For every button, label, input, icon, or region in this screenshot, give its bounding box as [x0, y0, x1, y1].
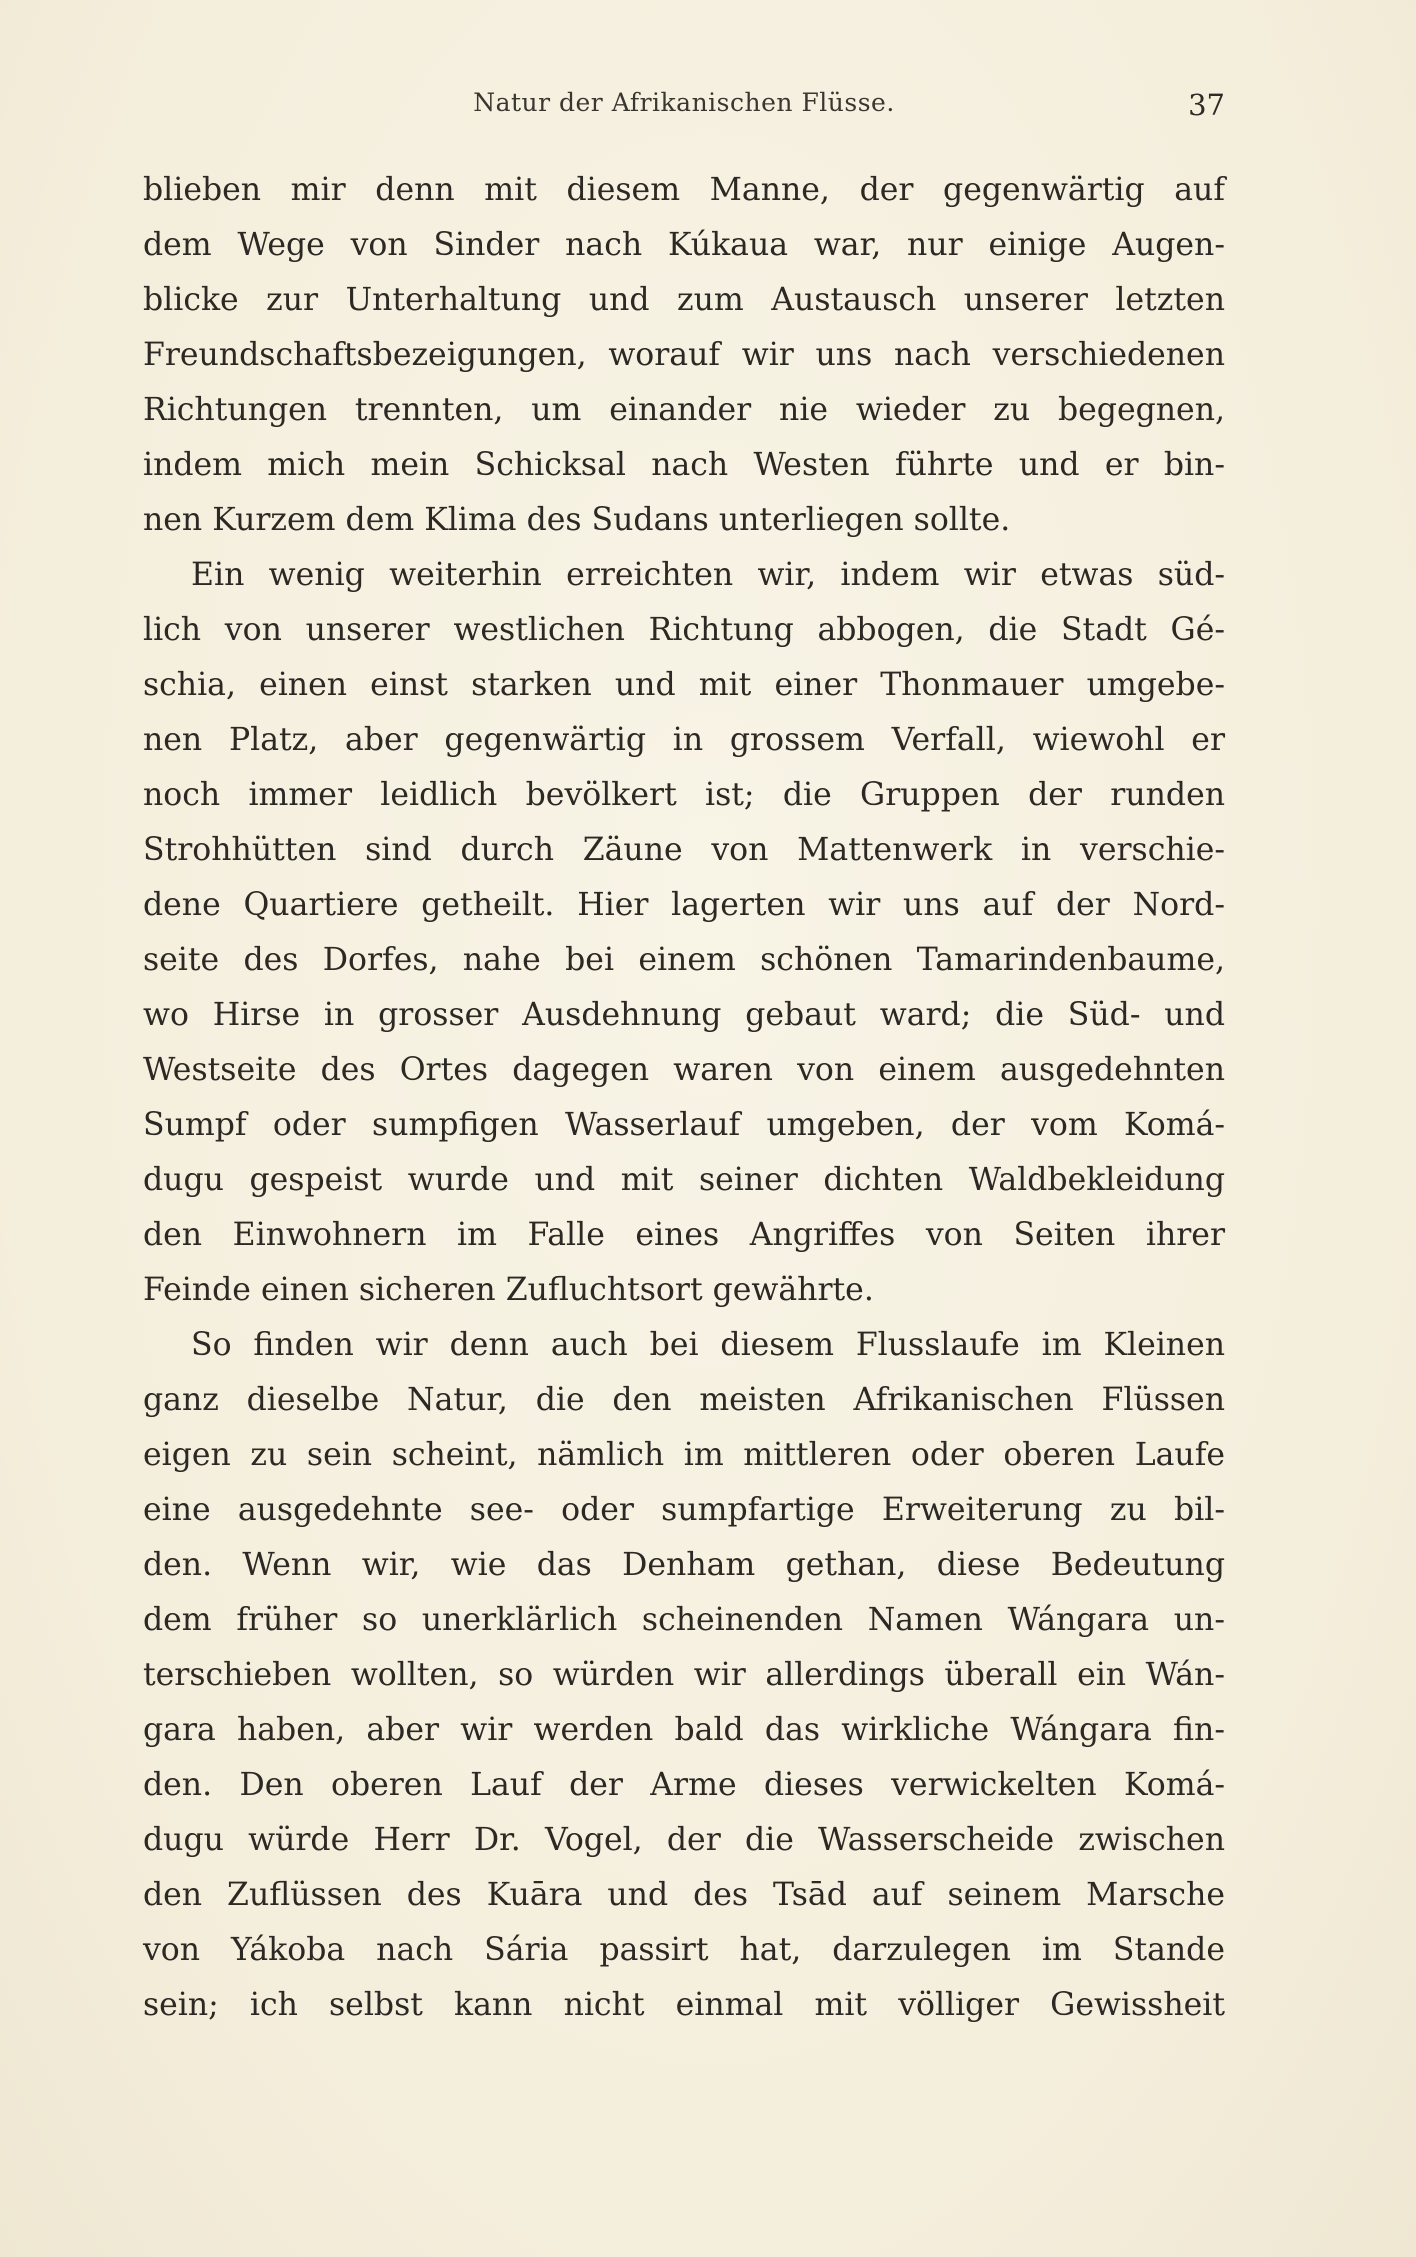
text-line: Richtungen trennten, um einander nie wieder zu begegnen, — [143, 392, 1225, 428]
text-line: nen Platz, aber gegenwärtig in grossem Verfall, wiewohl er — [143, 722, 1225, 758]
text-line: den Einwohnern im Falle eines Angriffes von Seiten ihrer — [143, 1217, 1225, 1253]
running-title: Natur der Afrikanischen Flüsse. — [473, 88, 895, 117]
body-text — [143, 163, 1225, 2033]
text-line: Freundschaftsbezeigungen, worauf wir uns nach verschiedenen — [143, 337, 1225, 373]
text-line: den. Den oberen Lauf der Arme dieses verwickelten Komá- — [143, 1767, 1225, 1803]
text-line: nen Kurzem dem Klima des Sudans unterliegen sollte. — [143, 502, 1011, 538]
text-line: terschieben wollten, so würden wir allerdings überall ein Wán- — [143, 1657, 1225, 1693]
text-line: dem früher so unerklärlich scheinenden Namen Wángara un- — [143, 1602, 1225, 1638]
text-line: schia, einen einst starken und mit einer Thonmauer umgebe- — [143, 667, 1225, 703]
text-line: eigen zu sein scheint, nämlich im mittleren oder oberen Laufe — [143, 1437, 1225, 1473]
text-line: noch immer leidlich bevölkert ist; die Gruppen der runden — [143, 777, 1225, 813]
text-line: dem Wege von Sinder nach Kúkaua war, nur einige Augen- — [143, 227, 1225, 263]
text-line: dugu würde Herr Dr. Vogel, der die Wasserscheide zwischen — [143, 1822, 1225, 1858]
text-line: den Zuflüssen des Kuāra und des Tsād auf seinem Marsche — [143, 1877, 1225, 1913]
text-line: Ein wenig weiterhin erreichten wir, indem wir etwas süd- — [191, 557, 1225, 593]
text-line: dene Quartiere getheilt. Hier lagerten wir uns auf der Nord- — [143, 887, 1225, 923]
text-line: eine ausgedehnte see- oder sumpfartige Erweiterung zu bil- — [143, 1492, 1225, 1528]
running-head — [143, 88, 1225, 128]
text-line: Westseite des Ortes dagegen waren von einem ausgedehnten — [143, 1052, 1225, 1088]
text-line: gara haben, aber wir werden bald das wirkliche Wángara fin- — [143, 1712, 1225, 1748]
text-line: indem mich mein Schicksal nach Westen führte und er bin- — [143, 447, 1225, 483]
text-line: sein; ich selbst kann nicht einmal mit völliger Gewissheit — [143, 1987, 1225, 2023]
text-line: So finden wir denn auch bei diesem Flusslaufe im Kleinen — [191, 1327, 1225, 1363]
text-line: Feinde einen sicheren Zufluchtsort gewährte. — [143, 1272, 874, 1308]
text-line: Strohhütten sind durch Zäune von Mattenwerk in verschie- — [143, 832, 1225, 868]
text-line: blieben mir denn mit diesem Manne, der gegenwärtig auf — [143, 172, 1225, 208]
text-line: dugu gespeist wurde und mit seiner dichten Waldbekleidung — [143, 1162, 1225, 1198]
text-line: seite des Dorfes, nahe bei einem schönen Tamarindenbaume, — [143, 942, 1225, 978]
text-line: lich von unserer westlichen Richtung abbogen, die Stadt Gé- — [143, 612, 1225, 648]
text-line: wo Hirse in grosser Ausdehnung gebaut ward; die Süd- und — [143, 997, 1225, 1033]
text-line: blicke zur Unterhaltung und zum Austausch unserer letzten — [143, 282, 1225, 318]
text-line: von Yákoba nach Sária passirt hat, darzulegen im Stande — [143, 1932, 1225, 1968]
text-line: den. Wenn wir, wie das Denham gethan, diese Bedeutung — [143, 1547, 1225, 1583]
page-number: 37 — [1188, 88, 1225, 122]
text-line: ganz dieselbe Natur, die den meisten Afrikanischen Flüssen — [143, 1382, 1225, 1418]
text-line: Sumpf oder sumpfigen Wasserlauf umgeben, der vom Komá- — [143, 1107, 1225, 1143]
